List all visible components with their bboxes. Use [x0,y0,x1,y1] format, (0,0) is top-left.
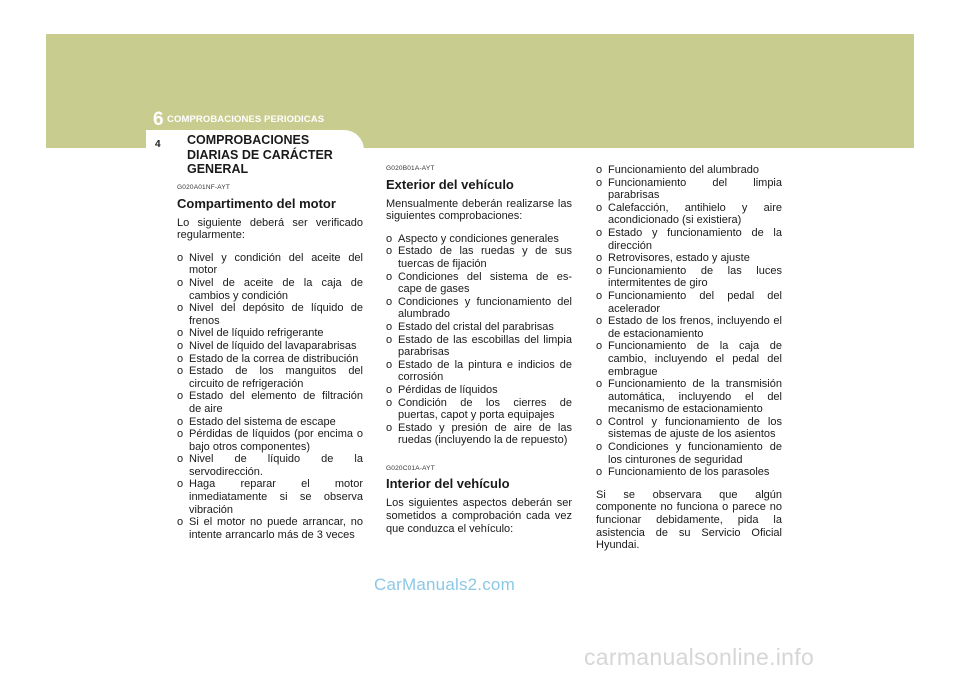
list-item: o Haga reparar el motor inmediatamente si se observa vibración [177,478,363,516]
list-item: o Nivel de líquido refrigerante [177,327,363,340]
chapter-title: COMPROBACIONES PERIODICAS [167,114,325,125]
list-item: o Funcionamiento de la transmisión automática, incluyendo el del mecanismo de estacionamiento [596,378,782,416]
list-item: o Estado de la pintura e indicios de corrosión [386,359,572,384]
interior-checklist [596,164,782,479]
section-code: G020C01A-AYT [386,464,435,472]
chapter-number: 6 [153,109,164,130]
list-item: o Funcionamiento de las luces intermitentes de giro [596,265,782,290]
list-item: o Condición de los cierres de puertas, capot y porta equipajes [386,397,572,422]
list-item: o Aspecto y condiciones generales [386,233,572,246]
list-item: o Estado del elemento de filtración de aire [177,390,363,415]
list-item: o Estado del sistema de escape [177,416,363,429]
service-note: Si se observara que algún componente no funciona o parece no funcionar debidamente, pida la asistencia de su Servicio Oficial Hyundai. [596,488,782,552]
list-item: o Estado de los frenos, incluyendo el de estacionamiento [596,315,782,340]
column-vehicle [386,163,572,545]
interior-heading: Interior del vehículo [386,476,510,492]
list-item: o Estado de la correa de distribución [177,353,363,366]
section-code: G020B01A-AYT [386,165,435,172]
list-item: o Estado de las ruedas y de sus tuercas de fijación [386,245,572,270]
list-item: o Calefacción, antihielo y aire acondicionado (si existiera) [596,202,782,227]
spacer [386,447,572,463]
list-item: o Funcionamiento de la caja de cambio, incluyendo el pedal del embrague [596,340,782,378]
list-item: o Condiciones del sistema de es- cape de gases [386,271,572,296]
list-item: o Condiciones y funcionamiento de los cinturones de seguridad [596,441,782,466]
list-item: o Estado de los manguitos del circuito de refrigeración [177,365,363,390]
interior-intro: Los siguientes aspectos deberán ser sometidos a comprobación cada vez que conduzca el vehículo: [386,497,572,535]
list-item: o Funcionamiento del limpia parabrisas [596,177,782,202]
list-item: o Nivel de líquido del lavaparabrisas [177,340,363,353]
list-item: o Si el motor no puede arrancar, no intente arrancarlo más de 3 veces [177,516,363,541]
list-item: o Retrovisores, estado y ajuste [596,252,782,265]
list-item: o Estado del cristal del parabrisas [386,321,572,334]
exterior-intro: Mensualmente deberán realizarse las siguientes comprobaciones: [386,197,572,223]
spacer [596,479,782,489]
list-item: o Pérdidas de líquidos (por encima o bajo otros componentes) [177,428,363,453]
list-item: o Nivel y condición del aceite del motor [177,252,363,277]
footer-watermark: carmanualsonline.info [584,644,815,670]
list-item: o Control y funcionamiento de los sistemas de ajuste de los asientos [596,416,782,441]
exterior-checklist [386,233,572,447]
list-item: o Nivel de líquido de la servodirección. [177,453,363,478]
list-item: o Condiciones y funcionamiento del alumbrado [386,296,572,321]
list-item: o Estado y funcionamiento de la dirección [596,227,782,252]
section-code: G020A01NF-AYT [177,184,231,191]
exterior-heading: Exterior del vehículo [386,176,514,192]
list-item: o Estado y presión de aire de las ruedas (incluyendo la de repuesto) [386,422,572,447]
page-number: 4 [155,139,161,150]
column-engine [177,182,363,541]
engine-heading: Compartimento del motor [177,195,336,211]
watermark-link[interactable]: CarManuals2.com [374,575,515,594]
list-item: o Pérdidas de líquidos [386,384,572,397]
list-item: o Nivel de aceite de la caja de cambios y condición [177,277,363,302]
engine-intro: Lo siguiente deberá ser verificado regularmente: [177,216,363,242]
list-item: o Funcionamiento del pedal del acelerador [596,290,782,315]
column-interior-list [596,164,782,562]
section-title: COMPROBACIONES DIARIAS DE CARÁCTER GENERAL [187,133,333,176]
list-item: o Estado de las escobillas del limpia parabrisas [386,334,572,359]
list-item: o Funcionamiento de los parasoles [596,466,782,479]
list-item: o Nivel del depósito de líquido de frenos [177,302,363,327]
list-item: o Funcionamiento del alumbrado [596,164,782,177]
engine-checklist [177,252,363,542]
